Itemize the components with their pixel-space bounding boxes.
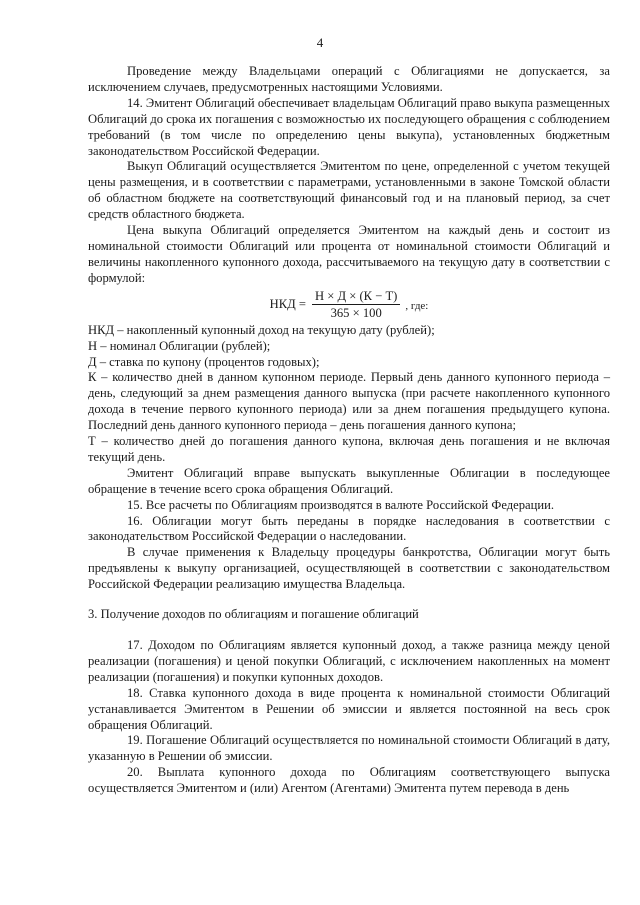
formula-numerator: Н × Д × (К − Т) — [312, 289, 400, 305]
definition-k: К – количество дней в данном купонном периоде. Первый день данного купонного периода – день, следующий за днем размещения данного выпуска (при расчете накопленного купонного дохода в течение первого купонного периода) или за днем погашения предыдущего купона. Последний день данного купонного периода – день погашения данного купона; — [88, 370, 610, 433]
definition-n: Н – номинал Облигации (рублей); — [88, 338, 271, 353]
formula-suffix: , где: — [405, 299, 429, 312]
formula-fraction — [312, 289, 400, 320]
paragraph-buyback: Выкуп Облигаций осуществляется Эмитентом по цене, определенной с учетом текущей цены размещения, и в соответствии с параметрами, установленными в законе Томской области об областном бюджете на соответствующий финансовый год и на плановый период, за счет средств областного бюджета. — [88, 159, 610, 222]
formula-lhs: НКД = — [269, 296, 306, 311]
paragraph-17: 17. Доходом по Облигациям является купонный доход, а также разница между ценой реализации (погашения) и ценой покупки Облигаций, с исключением накопленных на момент реализации (погашения) и покупки купонных доходов. — [88, 638, 610, 684]
paragraph-bankruptcy: В случае применения к Владельцу процедуры банкротства, Облигации могут быть предъявлены к выкупу организацией, осуществляющей в соответствии с законодательством Российской Федерации реализацию имущества Владельца. — [88, 545, 610, 592]
paragraph-18: 18. Ставка купонного дохода в виде процента к номинальной стоимости Облигаций устанавливается Эмитентом в Решении об эмиссии и является постоянной на весь срок обращения Облигаций. — [88, 685, 610, 732]
paragraph-14: 14. Эмитент Облигаций обеспечивает владельцам Облигаций право выкупа размещенных Облигаций до срока их погашения с возможностью их последующего обращения с соблюдением требований (в том числе по определению цены выкупа), установленных бюджетным законодательством Российской Федерации. — [88, 95, 610, 158]
page-number: 4 — [316, 35, 324, 50]
paragraph-15: 15. Все расчеты по Облигациям производятся в валюте Российской Федерации. — [127, 497, 554, 512]
definition-t: Т – количество дней до погашения данного купона, включая день погашения и не включая текущий день. — [88, 434, 610, 464]
nkd-formula — [88, 288, 610, 322]
paragraph-16: 16. Облигации могут быть переданы в порядке наследования в соответствии с законодательством Российской Федерации о наследовании. — [88, 513, 610, 544]
document-body — [88, 64, 610, 797]
definition-nkd: НКД – накопленный купонный доход на текущую дату (рублей); — [88, 322, 435, 337]
paragraph-20: 20. Выплата купонного дохода по Облигациям соответствующего выпуска осуществляется Эмитентом и (или) Агентом (Агентами) Эмитента путем перевода в день — [88, 765, 610, 796]
formula-denominator: 365 × 100 — [330, 306, 382, 321]
paragraph-buyback-price: Цена выкупа Облигаций определяется Эмитентом на каждый день и состоит из номинальной стоимости Облигаций или процента от номинальной стоимости Облигаций и величины накопленного купонного дохода, рассчитываемого на текущую дату в соответствии с формулой: — [88, 223, 610, 285]
definition-d: Д – ставка по купону (процентов годовых); — [88, 354, 320, 369]
paragraph-19: 19. Погашение Облигаций осуществляется по номинальной стоимости Облигаций в дату, указанную в Решении об эмиссии. — [88, 733, 610, 764]
paragraph-operations: Проведение между Владельцами операций с Облигациями не допускается, за исключением случаев, предусмотренных настоящими Условиями. — [88, 64, 610, 94]
section-heading: 3. Получение доходов по облигациям и погашение облигаций — [88, 607, 419, 622]
paragraph-reissue: Эмитент Облигаций вправе выпускать выкупленные Облигации в последующее обращение в течение всего срока обращения Облигаций. — [88, 465, 610, 496]
